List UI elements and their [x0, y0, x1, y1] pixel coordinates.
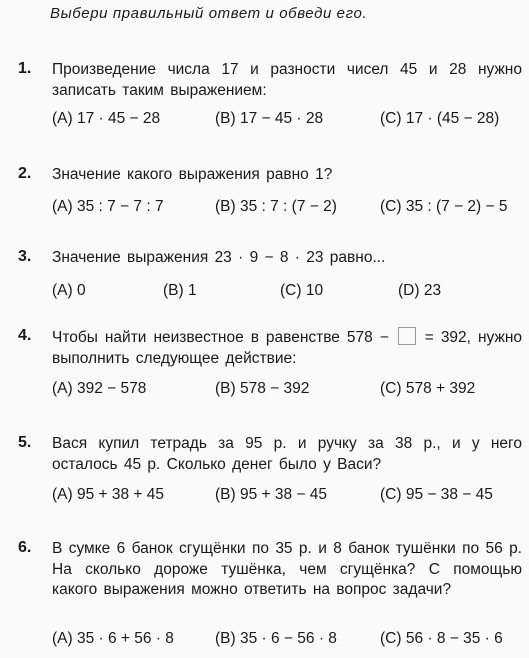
- empty-answer-box: [398, 327, 416, 345]
- answer-option-a[interactable]: (А) 17 · 45 − 28: [52, 110, 161, 127]
- question-number: 2.: [18, 165, 32, 182]
- question-text: В сумке 6 банок сгущёнки по 35 р. и 8 банок тушёнки по 56 р. На сколько дороже тушёнка, чем сгущёнка? С помощью какого выражения можно ответить на вопрос задачи?: [52, 540, 522, 598]
- question-text: Вася купил тетрадь за 95 р. и ручку за 38 р., и у него осталось 45 р. Сколько денег было у Васи?: [52, 435, 522, 473]
- question-text: Значение выражения 23 · 9 − 8 · 23 равно...: [52, 249, 386, 266]
- question-text-part: = 392, нужно выполнить следующее действие:: [52, 329, 522, 367]
- answer-option-b[interactable]: (В) 1: [163, 282, 197, 299]
- question-text: [52, 327, 522, 369]
- question-number: 6.: [18, 539, 32, 556]
- answer-option-a[interactable]: (А) 35 : 7 − 7 : 7: [52, 198, 164, 215]
- answer-option-b[interactable]: (В) 35 · 6 − 56 · 8: [215, 630, 337, 647]
- question-text: Произведение числа 17 и разности чисел 45 и 28 нужно записать таким выражением:: [52, 61, 522, 99]
- answer-option-c[interactable]: (С) 578 + 392: [380, 380, 476, 397]
- question-number: 5.: [18, 434, 32, 451]
- question-number: 1.: [18, 60, 32, 77]
- answer-option-c[interactable]: (С) 35 : (7 − 2) − 5: [380, 198, 508, 215]
- question-number: 4.: [18, 327, 32, 344]
- answer-option-b[interactable]: (В) 95 + 38 − 45: [215, 486, 328, 503]
- answer-option-d[interactable]: (D) 23: [398, 282, 442, 299]
- answer-option-c[interactable]: (С) 95 − 38 − 45: [380, 486, 493, 503]
- answer-option-c[interactable]: (С) 17 · (45 − 28): [380, 110, 500, 127]
- answer-option-c[interactable]: (С) 10: [280, 282, 324, 299]
- answer-option-a[interactable]: (А) 0: [52, 282, 86, 299]
- instruction-text: Выбери правильный ответ и обведи его.: [50, 5, 368, 22]
- answer-option-a[interactable]: (А) 392 − 578: [52, 380, 147, 397]
- question-number: 3.: [18, 248, 32, 265]
- question-text: Значение какого выражения равно 1?: [52, 166, 333, 183]
- answer-option-a[interactable]: (А) 95 + 38 + 45: [52, 486, 165, 503]
- answer-option-a[interactable]: (А) 35 · 6 + 56 · 8: [52, 630, 174, 647]
- question-text-part: Чтобы найти неизвестное в равенстве 578 −: [52, 329, 389, 346]
- answer-option-c[interactable]: (С) 56 · 8 − 35 · 6: [380, 630, 503, 647]
- answer-option-b[interactable]: (В) 17 − 45 · 28: [215, 110, 324, 127]
- answer-option-b[interactable]: (В) 35 : 7 : (7 − 2): [215, 198, 337, 215]
- answer-option-b[interactable]: (В) 578 − 392: [215, 380, 310, 397]
